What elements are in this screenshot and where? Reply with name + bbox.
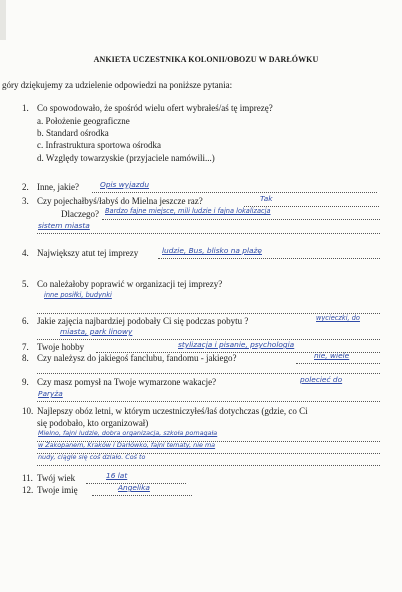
q11-text: Twój wiek [37, 473, 76, 483]
q3-answer: Tak [260, 194, 273, 203]
q4-answer: ludzie, Bus, blisko na plażę [162, 246, 262, 255]
q1-text: Co spowodowało, że spośród wielu ofert wybrałeś/aś tę imprezę? [37, 103, 273, 113]
q10-answer3: nudy, ciągle się coś działo. Coś to [38, 453, 146, 461]
q3-answer2-line [102, 218, 380, 220]
q11-answer: 16 lat [106, 471, 128, 480]
q6-answer2: miasta, park linowy [60, 327, 133, 336]
q9-answer-line [37, 400, 380, 402]
q8-text: Czy należysz do jakiegoś fanclubu, fandomu - jakiego? [37, 353, 237, 363]
q1-option-a: a. Położenie geograficzne [37, 116, 130, 126]
q9-answer: polecieć do [300, 375, 343, 384]
q12-number: 12. [22, 485, 34, 495]
q10-answer: Mielno, fajni ludzie, dobra organizacja, szkoła pomagała [38, 429, 218, 437]
q3-text: Czy pojechałbyś/łabyś do Mielna jeszcze raz? [37, 196, 203, 206]
q6-answer: wycieczki, do [316, 314, 360, 322]
q12-answer: Angelika [118, 483, 150, 492]
q3-sub-text: Dlaczego? [61, 209, 99, 219]
q3-answer3-line [37, 232, 380, 234]
q1-option-c: c. Infrastruktura sportowa ośrodka [37, 140, 161, 150]
q5-answer: inne posiłki, budynki [44, 291, 112, 299]
intro-text: góry dziękujemy za udzielenie odpowiedzi na poniższe pytania: [2, 80, 233, 90]
q3-answer3: sistem miasta [38, 221, 90, 230]
q7-number: 7. [22, 342, 29, 352]
scan-edge [0, 0, 6, 40]
q1-number: 1. [22, 103, 29, 113]
q2-answer: Opis wyjazdu [100, 180, 150, 189]
q4-answer-line [158, 257, 380, 259]
q6-number: 6. [22, 316, 29, 326]
q10-answer2: w Zakopanem, Kraków i Darłówko, fajni tematy, nie ma [38, 441, 216, 449]
q6-text: Jakie zajęcia najbardziej podobały Ci się podczas pobytu ? [37, 316, 249, 326]
q8-answer-line [296, 362, 380, 364]
q5-number: 5. [22, 279, 29, 289]
q7-text: Twoje hobby [37, 342, 85, 352]
q12-answer-line [92, 494, 192, 496]
q2-answer-line [92, 191, 377, 193]
q10-text: Najlepszy obóz letni, w którym uczestniczyłeś/łaś dotychczas (gdzie, co Ci [37, 406, 308, 416]
q9-text: Czy masz pomysł na Twoje wymarzone wakacje? [37, 377, 217, 387]
q12-text: Twoje imię [37, 485, 78, 495]
q10-text-line2: się podobało, kto organizował) [37, 418, 149, 428]
q4-number: 4. [22, 248, 29, 258]
q9-number: 9. [22, 377, 29, 387]
q1-option-d: d. Względy towarzyskie (przyjaciele namówili...) [37, 153, 215, 163]
q3-number: 3. [22, 196, 29, 206]
q3-answer2: Bardzo fajne miejsce, mili ludzie i fajna lokalizacja [105, 207, 271, 215]
q10-answer-line-3 [37, 464, 380, 466]
q8-number: 8. [22, 353, 29, 363]
q10-number: 10. [22, 406, 34, 416]
q2-text: Inne, jakie? [37, 182, 79, 192]
q2-number: 2. [22, 182, 29, 192]
q1-option-b: b. Standard ośrodka [37, 128, 109, 138]
q7-answer: stylizacja i pisanie, psychologia [178, 340, 295, 349]
q11-number: 11. [22, 473, 33, 483]
q5-text: Co należałoby poprawić w organizacji tej imprezy? [37, 279, 223, 289]
q9-answer2: Paryża [38, 389, 63, 398]
q4-text: Największy atut tej imprezy [37, 248, 139, 258]
page-title: ANKIETA UCZESTNIKA KOLONII/OBOZU W DARŁÓWKU [93, 55, 319, 64]
q8-answer: nie, wiele [314, 351, 350, 360]
q8-extra-line [37, 372, 380, 374]
